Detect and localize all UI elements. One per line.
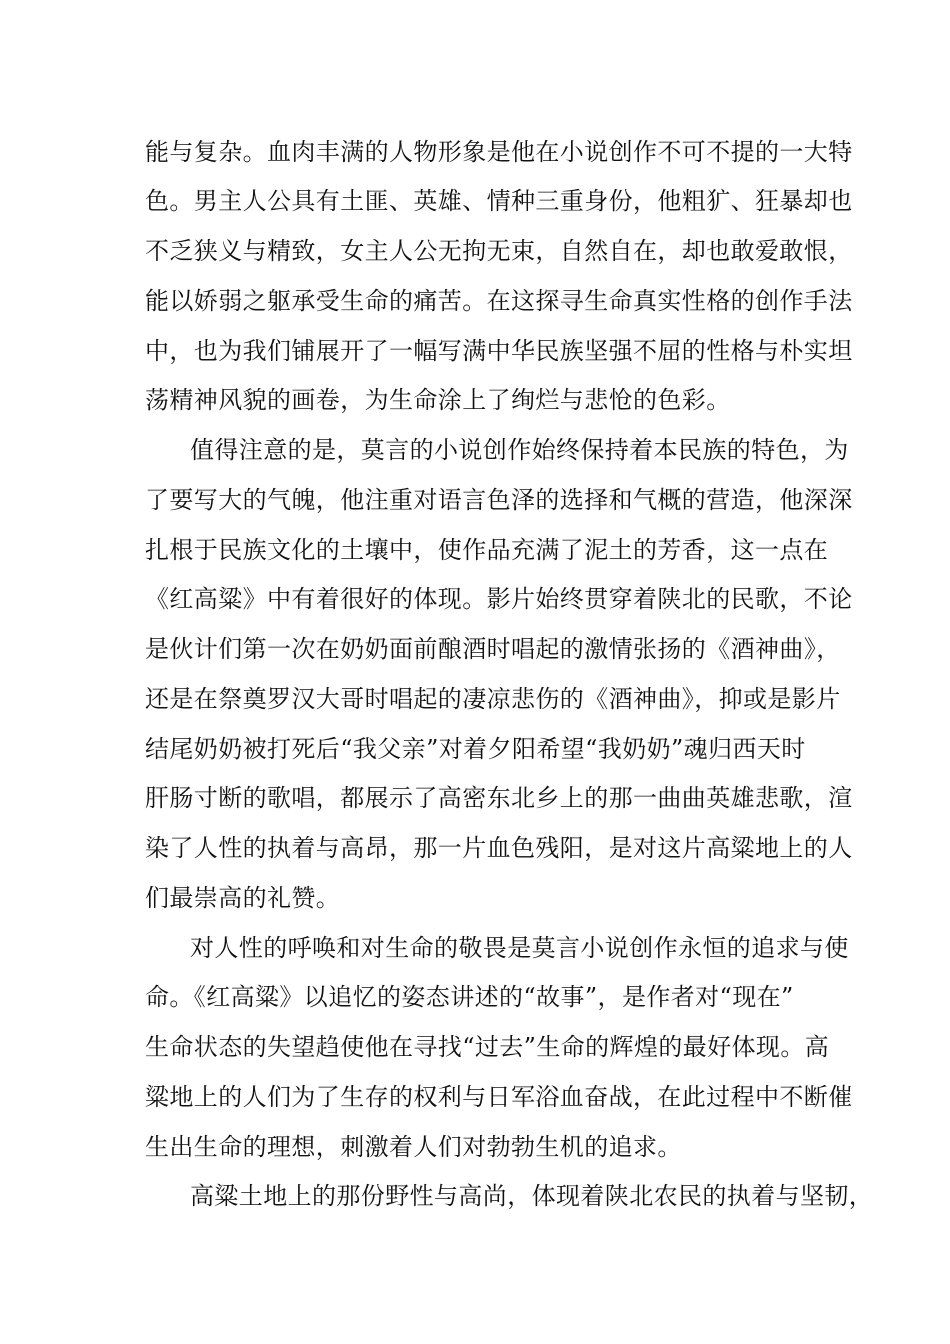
text-line: 命。《红高粱》以追忆的姿态讲述的“故事”，是作者对“现在”	[145, 983, 794, 1011]
text-line: 色。男主人公具有土匪、英雄、情种三重身份，他粗犷、狂暴却也	[145, 187, 853, 215]
paragraph-first-line: 高粱土地上的那份野性与高尚，体现着陕北农民的执着与坚韧，	[190, 1182, 874, 1210]
text-line: 是伙计们第一次在奶奶面前酿酒时唱起的激情张扬的《酒神曲》，	[145, 635, 841, 663]
text-line: 染了人性的执着与高昂，那一片血色残阳，是对这片高粱地上的人	[145, 834, 853, 862]
text-line: 能与复杂。血肉丰满的人物形象是他在小说创作不可不提的一大特	[145, 138, 853, 166]
text-line: 《红高粱》中有着很好的体现。影片始终贯穿着陕北的民歌，不论	[145, 585, 853, 613]
text-line: 还是在祭奠罗汉大哥时唱起的凄凉悲伤的《酒神曲》，抑或是影片	[145, 685, 841, 713]
text-line: 生出生命的理想，刺激着人们对勃勃生机的追求。	[145, 1133, 682, 1161]
text-line: 粱地上的人们为了生存的权利与日军浴血奋战，在此过程中不断催	[145, 1083, 853, 1111]
paragraph-first-line: 对人性的呼唤和对生命的敬畏是莫言小说创作永恒的追求与使	[190, 934, 849, 962]
text-line: 能以娇弱之躯承受生命的痛苦。在这探寻生命真实性格的创作手法	[145, 287, 853, 315]
text-line: 中，也为我们铺展开了一幅写满中华民族坚强不屈的性格与朴实坦	[145, 337, 853, 365]
text-line: 了要写大的气魄，他注重对语言色泽的选择和气概的营造，他深深	[145, 486, 853, 514]
paragraph-first-line: 值得注意的是，莫言的小说创作始终保持着本民族的特色，为	[190, 436, 849, 464]
text-line: 们最崇高的礼赞。	[145, 884, 341, 912]
text-line: 荡精神风貌的画卷，为生命涂上了绚烂与悲怆的色彩。	[145, 386, 731, 414]
text-line: 肝肠寸断的歌唱，都展示了高密东北乡上的那一曲曲英雄悲歌，渲	[145, 784, 853, 812]
text-line: 不乏狭义与精致，女主人公无拘无束，自然自在，却也敢爱敢恨，	[145, 237, 853, 265]
text-line: 结尾奶奶被打死后“我父亲”对着夕阳希望“我奶奶”魂归西天时	[145, 735, 806, 763]
text-line: 生命状态的失望趋使他在寻找“过去”生命的辉煌的最好体现。高	[145, 1033, 830, 1061]
text-line: 扎根于民族文化的土壤中，使作品充满了泥土的芳香，这一点在	[145, 536, 829, 564]
